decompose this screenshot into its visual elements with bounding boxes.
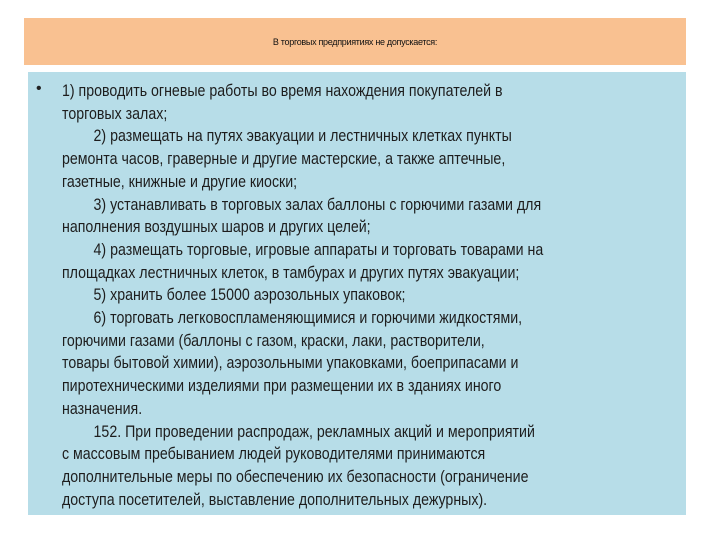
text-line: 3) устанавливать в торговых залах баллоны с горючими газами для bbox=[62, 195, 542, 214]
text-line: площадках лестничных клеток, в тамбурах и других путях эвакуации; bbox=[62, 263, 520, 282]
slide-title: В торговых предприятиях не допускается: bbox=[272, 36, 438, 47]
text-line: ремонта часов, граверные и другие мастерские, а также аптечные, bbox=[62, 150, 506, 169]
text-line: пиротехническими изделиями при размещении их в зданиях иного bbox=[62, 377, 502, 396]
text-line: 6) торговать легковоспламеняющимися и горючими жидкостями, bbox=[62, 309, 523, 328]
text-line: горючими газами (баллоны с газом, краски, лаки, растворители, bbox=[62, 331, 485, 350]
text-line: назначения. bbox=[62, 399, 143, 418]
text-line: газетные, книжные и другие киоски; bbox=[62, 172, 298, 191]
slide-title-band bbox=[24, 18, 686, 65]
text-line: 4) размещать торговые, игровые аппараты и торговать товарами на bbox=[62, 240, 544, 259]
slide-content-box bbox=[28, 72, 686, 515]
text-line: 5) хранить более 15000 аэрозольных упаковок; bbox=[62, 286, 406, 305]
text-line: 2) размещать на путях эвакуации и лестничных клетках пункты bbox=[62, 127, 512, 146]
text-line: наполнения воздушных шаров и других целей; bbox=[62, 218, 371, 237]
text-line: товары бытовой химии), аэрозольными упаковками, боеприпасами и bbox=[62, 354, 519, 373]
text-line: торговых залах; bbox=[62, 104, 168, 123]
text-line: доступа посетителей, выставление дополнительных дежурных). bbox=[62, 490, 488, 509]
body-text bbox=[62, 80, 622, 511]
bullet-marker: • bbox=[36, 80, 42, 97]
text-line: дополнительные меры по обеспечению их безопасности (ограничение bbox=[62, 467, 529, 486]
text-line: с массовым пребыванием людей руководителями принимаются bbox=[62, 445, 486, 464]
text-line: 152. При проведении распродаж, рекламных акций и мероприятий bbox=[62, 422, 535, 441]
text-line: 1) проводить огневые работы во время нахождения покупателей в bbox=[62, 82, 503, 100]
